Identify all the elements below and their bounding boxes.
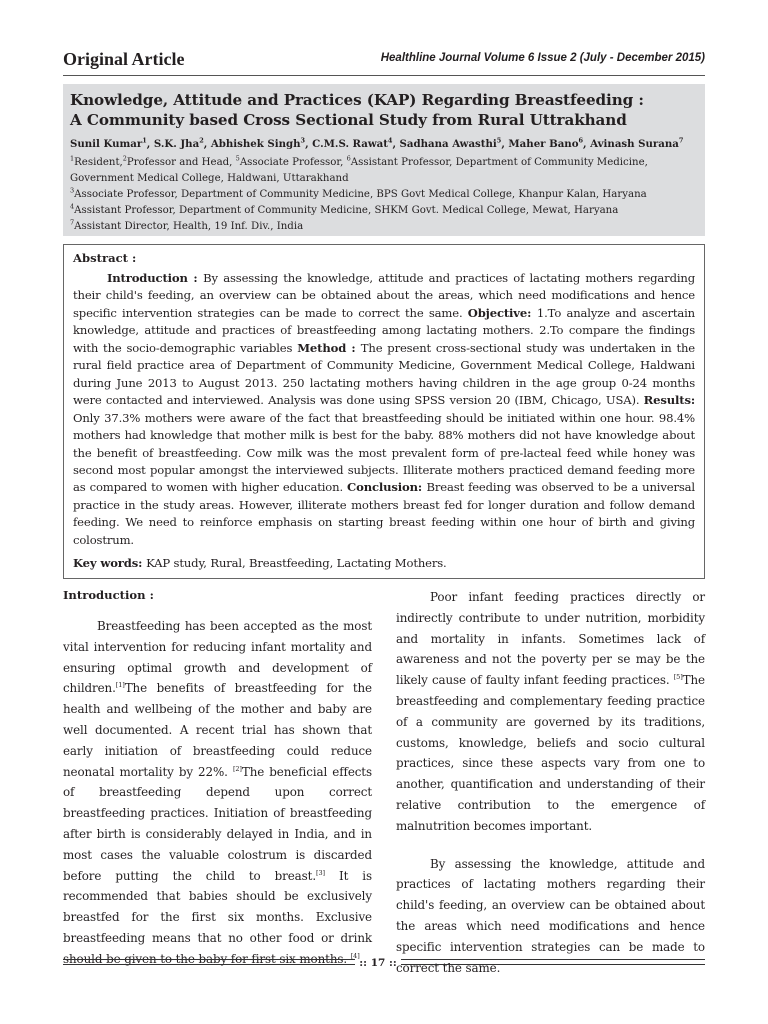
- body-paragraph: By assessing the knowledge, attitude and practices of lactating mothers regarding their child's feeding, an overview can be obtained about the areas which need modifications and hence specific intervention strategies can be made to correct the same.: [396, 856, 705, 975]
- method-label: Method :: [297, 340, 361, 355]
- body-text: The breastfeeding and complementary feeding practice of a community are governed by its traditions, customs, knowledge, beliefs and socio cultural practices, since these aspects vary from one to another, quantification and understanding of their relative contribution to the emergence of malnutrition becomes important.: [396, 673, 705, 833]
- citation-ref: [2]: [232, 764, 242, 773]
- method-text: The present cross-sectional study was undertaken in the rural field practice area of Department of Community Medicine, Government Medical College, Haldwani during June 2013 to August 2013. 250 lactating mothers having children in the age group 0-24 months were contacted and interviewed. Analysis was done using SPSS version 20 (IBM, Chicago, USA).: [73, 340, 695, 408]
- footer-double-rule: [63, 956, 355, 970]
- intro-text: By assessing the knowledge, attitude and practices of lactating mothers regarding their child's feeding, an overview can be obtained about the areas, which need modifications and hence specific intervention strategies can be made to correct the same.: [73, 271, 695, 320]
- title-block: [63, 84, 705, 236]
- affiliation-line: [70, 187, 699, 203]
- page-number: :: 17 ::: [359, 957, 397, 969]
- left-column: [63, 587, 372, 970]
- body-text: Breastfeeding has been accepted as the most vital intervention for reducing infant mortality and ensuring optimal growth and development of children.: [63, 619, 372, 696]
- section-heading-introduction: Introduction :: [63, 588, 154, 602]
- affil-text: Assistant Professor, Department of Community Medicine, SHKM Govt. Medical College, Mewat, Haryana: [74, 205, 619, 216]
- article-title: [70, 90, 699, 130]
- affil-sup: 7: [70, 218, 75, 227]
- body-text: It is recommended that babies should be exclusively breastfed for the first six months. Exclusive breastfeeding means that no other food or drink should be given to the baby for first six months.: [63, 868, 372, 966]
- affiliation-line: [70, 155, 699, 171]
- author-sup: 7: [678, 136, 684, 145]
- affil-sup: 6: [346, 154, 351, 163]
- footer-double-rule: [401, 956, 705, 970]
- body-paragraph: [396, 587, 705, 837]
- page-footer: [63, 956, 705, 970]
- author-name: Sadhana Awasthi: [399, 138, 497, 150]
- author-sup: 3: [300, 136, 306, 145]
- affil-text: Associate Professor,: [239, 157, 347, 168]
- header-rule: [63, 75, 705, 76]
- author-name: Abhishek Singh: [210, 138, 301, 150]
- citation-ref: [3]: [316, 868, 325, 877]
- body-text: Poor infant feeding practices directly or indirectly contribute to under nutrition, morbidity and mortality in infants. Sometimes lack of awareness and not the poverty per se may be the likely cause of faulty infant feeding practices.: [396, 590, 705, 688]
- keywords-label: Key words:: [73, 556, 147, 571]
- affil-text: Resident,: [74, 157, 123, 168]
- abstract-text: [73, 270, 695, 549]
- author-sup: 5: [496, 136, 502, 145]
- author-name: Sunil Kumar: [70, 138, 143, 150]
- author-name: C.M.S. Rawat: [312, 138, 388, 150]
- results-text: Only 37.3% mothers were aware of the fact that breastfeeding should be initiated within one hour. 98.4% mothers had knowledge that mother milk is best for the baby. 88% mothers did not have knowledge about the benefit of breastfeeding. Cow milk was the most prevalent form of pre-lacteal feed while honey was second most popular amongst the interviewed subjects. Illiterate mothers practiced demand feeding more as compared to women with higher education.: [73, 410, 695, 495]
- citation-ref: [1]: [115, 681, 125, 690]
- author-list: Sunil Kumar$^1$, S.K. Jha$^2$, Abhishek Singh$^3$, C.M.S. Rawat$^4$, Sadhana Awasthi$^5$, Maher Bano$^6$, Avinash Surana$^7$: [70, 136, 684, 150]
- author-name: Maher Bano: [508, 138, 579, 150]
- citation-ref: [5]: [673, 673, 683, 682]
- author-name: Avinash Surana: [590, 138, 679, 150]
- affiliation-line: [70, 219, 699, 235]
- affil-sup: 1: [70, 154, 75, 163]
- author-sup: 2: [199, 136, 204, 145]
- right-column: [396, 587, 705, 978]
- affiliation-list: [70, 155, 699, 235]
- affil-sup: 3: [70, 186, 75, 195]
- objective-label: Objective:: [467, 305, 537, 320]
- affil-text: Associate Professor, Department of Community Medicine, BPS Govt Medical College, Khanpur Kalan, Haryana: [74, 189, 647, 200]
- keywords: [73, 555, 695, 571]
- running-header: [63, 46, 705, 74]
- title-line-2: A Community based Cross Sectional Study from Rural Uttrakhand: [70, 111, 627, 129]
- intro-label: Introduction :: [107, 271, 204, 285]
- affil-text: Assistant Director, Health, 19 Inf. Div., India: [74, 221, 304, 232]
- conclusion-label: Conclusion:: [347, 480, 427, 495]
- article-type: Original Article: [63, 49, 185, 69]
- affiliation-line: Government Medical College, Haldwani, Uttarakhand: [70, 173, 349, 184]
- journal-citation: Healthline Journal Volume 6 Issue 2 (July - December 2015): [380, 52, 705, 64]
- author-name: S.K. Jha: [153, 138, 200, 150]
- objective-text: 1.To analyze and ascertain knowledge, attitude and practices of breastfeeding among lactating mothers. 2.To compare the findings with the socio-demographic variables: [73, 305, 695, 355]
- affil-sup: 5: [235, 154, 240, 163]
- citation-ref: [4]: [350, 951, 360, 960]
- body-text: The benefits of breastfeeding for the health and wellbeing of the mother and baby are well documented. A recent trial has shown that early initiation of breastfeeding could reduce neonatal mortality by 22%.: [63, 681, 372, 779]
- affil-text: Professor and Head,: [126, 157, 236, 168]
- keywords-text: KAP study, Rural, Breastfeeding, Lactating Mothers.: [146, 556, 447, 571]
- affil-text: Assistant Professor, Department of Community Medicine,: [350, 157, 648, 168]
- affil-sup: 4: [70, 202, 75, 211]
- affil-sup: 2: [122, 154, 127, 163]
- body-paragraph: [63, 616, 372, 970]
- abstract-heading: Abstract :: [73, 251, 137, 265]
- author-sup: 1: [142, 136, 147, 145]
- results-label: Results:: [643, 393, 695, 408]
- affiliation-line: [70, 203, 699, 219]
- title-line-1: Knowledge, Attitude and Practices (KAP) Regarding Breastfeeding :: [70, 91, 644, 109]
- author-sup: 6: [578, 136, 584, 145]
- body-text: The beneficial effects of breastfeeding depend upon correct breastfeeding practices. Initiation of breastfeeding after birth is considerably delayed in India, and in most cases the valuable colostrum is discarded before putting the child to breast.: [63, 764, 372, 883]
- abstract-box: [63, 244, 705, 579]
- conclusion-text: Breast feeding was observed to be a universal practice in the study areas. However, illiterate mothers breast fed for longer duration and follow demand feeding. We need to reinforce emphasis on starting breast feeding within one hour of birth and giving colostrum.: [73, 480, 695, 547]
- author-sup: 4: [387, 136, 393, 145]
